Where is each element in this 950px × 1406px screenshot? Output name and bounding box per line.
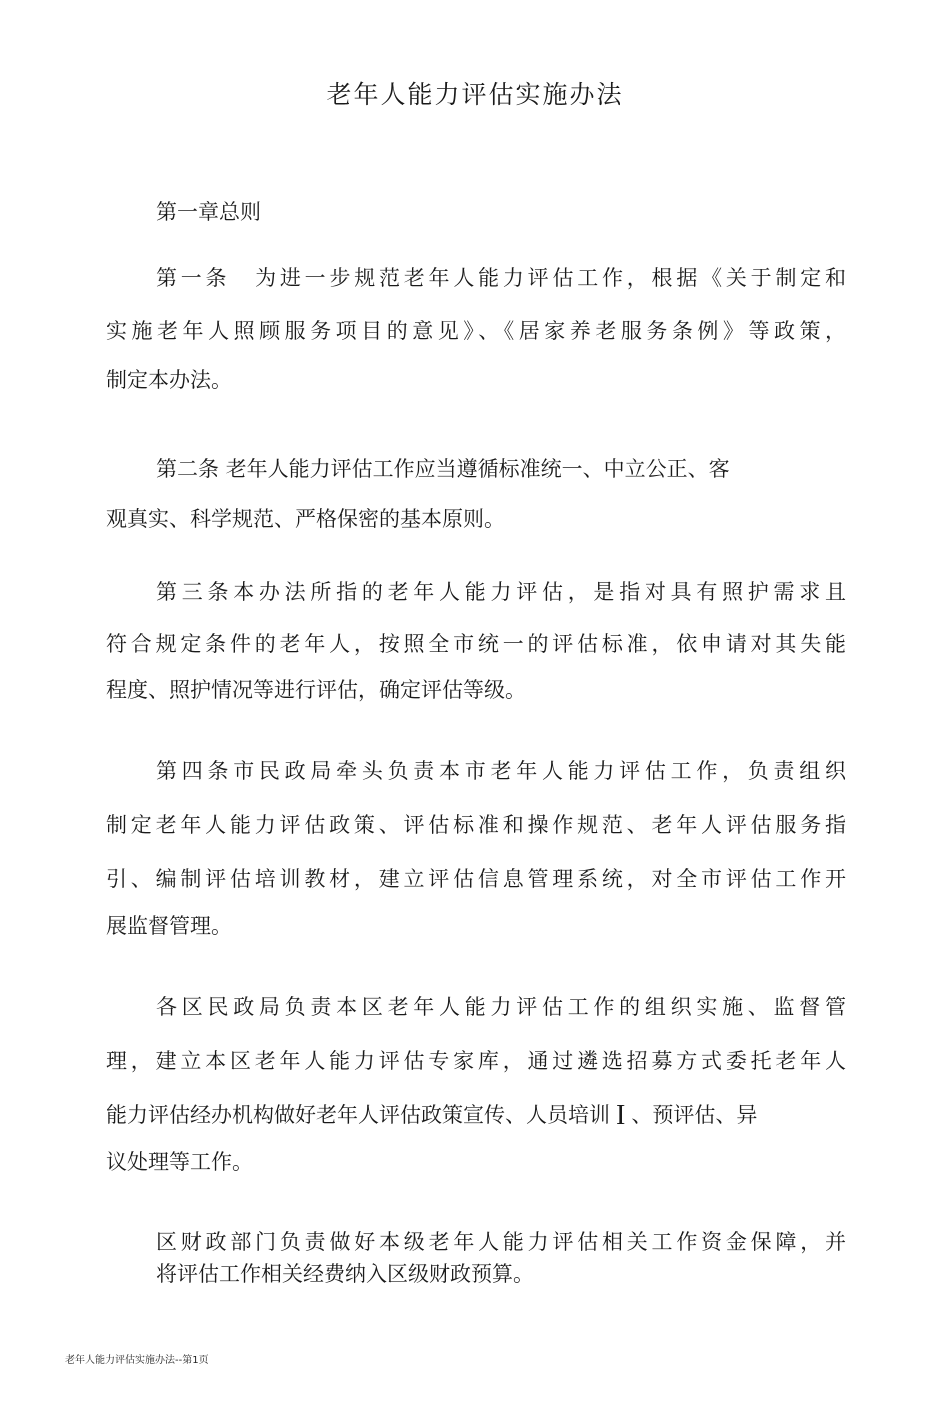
paragraph-5-line-2: 理，建立本区老年人能力评估专家库，通过遴选招募方式委托老年人 <box>106 1049 846 1073</box>
article-2-line-2: 观真实、科学规范、严格保密的基本原则。 <box>106 507 505 531</box>
article-3-line-1: 第三条本办法所指的老年人能力评估，是指对具有照护需求且 <box>156 580 846 604</box>
paragraph-5-line-3-part-b: 、预评估、异 <box>631 1103 758 1127</box>
paragraph-5-line-3-part-a: 能力评估经办机构做好老年人评估政策宣传、人员培训 <box>106 1103 610 1127</box>
paragraph-6-line-2: 将评估工作相关经费纳入区级财政预算。 <box>156 1262 534 1286</box>
article-1-line-3: 制定本办法。 <box>106 368 232 392</box>
paragraph-5-line-4: 议处理等工作。 <box>106 1150 253 1174</box>
article-4 <box>106 744 846 946</box>
paragraph-district-finance <box>156 1226 846 1290</box>
article-3 <box>106 566 846 710</box>
article-4-line-3: 引、编制评估培训教材，建立评估信息管理系统，对全市评估工作开 <box>106 867 846 891</box>
chapter-heading-text: 第一章总则 <box>156 200 261 224</box>
article-3-line-2: 符合规定条件的老年人，按照全市统一的评估标准，依申请对其失能 <box>106 632 846 656</box>
article-4-line-4: 展监督管理。 <box>106 914 232 938</box>
chapter-heading <box>156 192 261 232</box>
article-2 <box>106 440 846 539</box>
paragraph-6-line-1: 区财政部门负责做好本级老年人能力评估相关工作资金保障，并 <box>156 1230 846 1254</box>
paragraph-5-line-3 <box>106 1088 846 1142</box>
paragraph-5-line-1: 各区民政局负责本区老年人能力评估工作的组织实施、监督管 <box>156 995 846 1019</box>
article-1 <box>106 254 846 400</box>
text-cursor-mark: I <box>616 1100 626 1131</box>
page-footer: 老年人能力评估实施办法--第1页 <box>65 1355 209 1366</box>
article-1-line-1: 第一条 为进一步规范老年人能力评估工作，根据《关于制定和 <box>156 266 846 290</box>
article-3-line-3: 程度、照护情况等进行评估，确定评估等级。 <box>106 678 526 702</box>
article-1-line-2: 实施老年人照顾服务项目的意见》、《居家养老服务条例》等政策， <box>106 319 846 343</box>
article-4-line-2: 制定老年人能力评估政策、评估标准和操作规范、老年人评估服务指 <box>106 813 846 837</box>
article-2-line-1: 第二条 老年人能力评估工作应当遵循标准统一、中立公正、客 <box>156 457 730 481</box>
article-4-line-1: 第四条市民政局牵头负责本市老年人能力评估工作，负责组织 <box>156 759 846 783</box>
document-title: 老年人能力评估实施办法 <box>326 80 624 109</box>
paragraph-district-civil-affairs <box>106 980 846 1182</box>
